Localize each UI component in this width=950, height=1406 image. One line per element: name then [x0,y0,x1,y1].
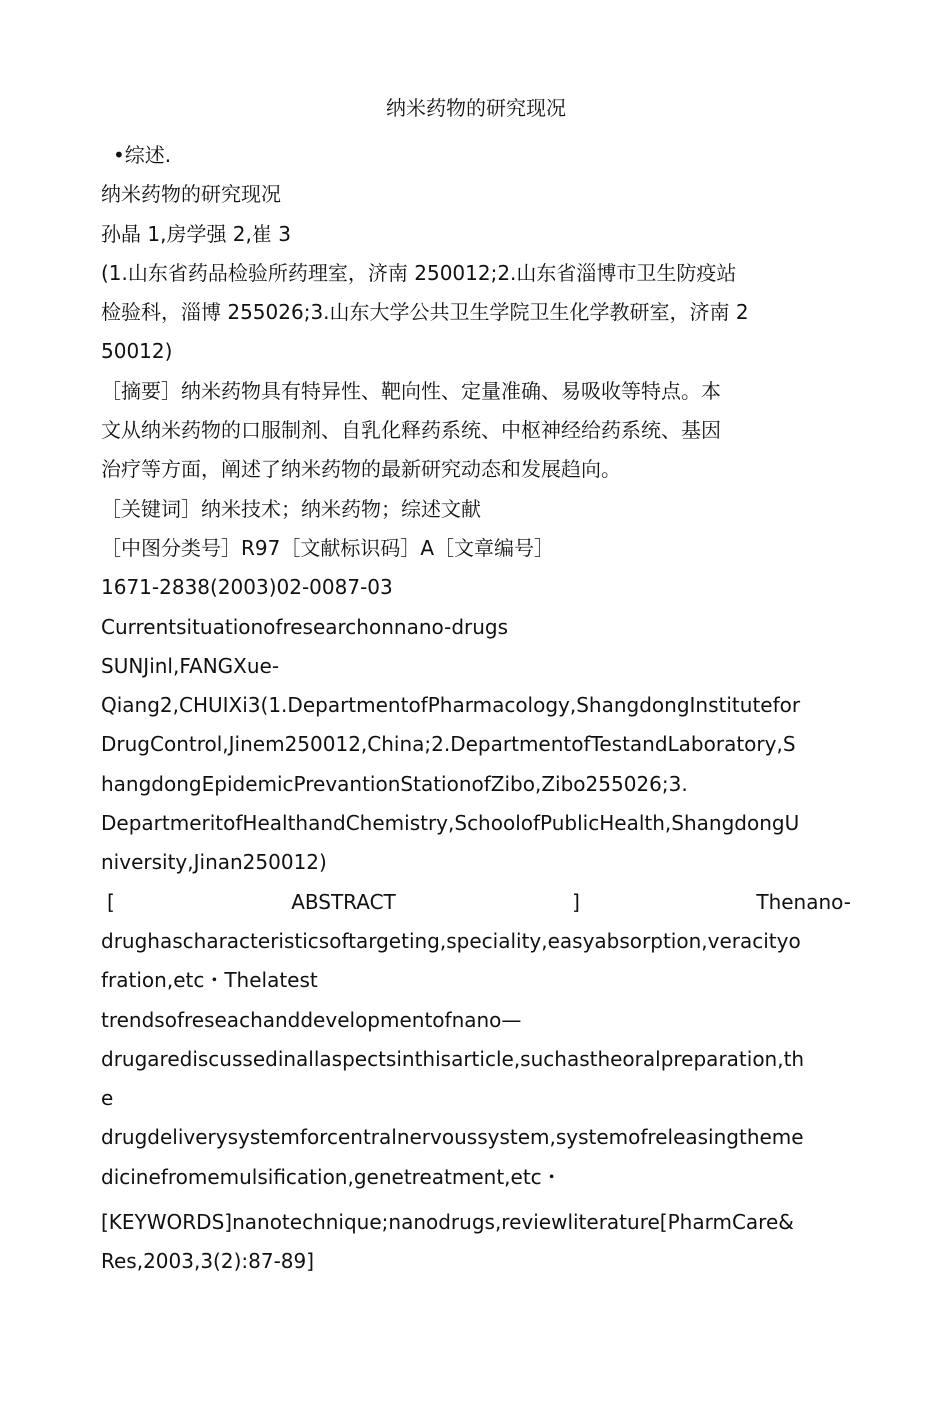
abstract-en-label: ABSTRACT [291,889,396,914]
article-subtitle: 纳米药物的研究现况 [101,182,281,207]
abstract-cn-line-3: 治疗等方面，阐述了纳米药物的最新研究动态和发展趋向。 [101,457,621,482]
abstract-en-first-word: Thenano- [756,889,851,914]
abstract-en-bracket-open: [ [107,889,115,914]
article-number: 1671-2838(2003)02-0087-03 [101,575,393,600]
abstract-en-line-2: drughascharacteristicsoftargeting,speciality,easyabsorption,veracityo [101,928,801,953]
english-authors-line-6: niversity,Jinan250012) [101,850,327,875]
abstract-en-line-4: trendsofreseachanddevelopmentofnano— [101,1007,522,1032]
english-title: Currentsituationofresearchonnano-drugs [101,614,509,639]
abstract-en-line-5: drugarediscussedinallaspectsinthisarticle,suchastheoralpreparation,th [101,1046,805,1071]
document-title: 纳米药物的研究现况 [386,96,566,120]
abstract-cn-line-1: ［摘要］纳米药物具有特异性、靶向性、定量准确、易吸收等特点。本 [101,378,721,403]
section-label: •综述. [113,143,172,167]
affiliation-line-1: (1.山东省药品检验所药理室，济南 250012;2.山东省淄博市卫生防疫站 [101,260,737,285]
english-authors-line-4: hangdongEpidemicPrevantionStationofZibo,Zibo255026;3. [101,771,688,796]
english-authors-line-2: Qiang2,CHUIXi3(1.DepartmentofPharmacology,ShangdongInstitutefor [101,693,801,718]
affiliation-line-2: 检验科，淄博 255026;3.山东大学公共卫生学院卫生化学教研室，济南 2 [101,300,749,325]
english-authors-line-3: DrugControl,Jinem250012,China;2.DepartmentofTestandLaboratory,S [101,732,796,757]
abstract-cn-line-2: 文从纳米药物的口服制剂、自乳化释药系统、中枢神经给药系统、基因 [101,418,721,443]
abstract-en-heading-line [101,883,851,922]
english-authors-line-1: SUNJinl,FANGXue- [101,653,280,678]
affiliation-line-3: 50012) [101,339,173,364]
keywords-en-line-1: [KEYWORDS]nanotechnique;nanodrugs,reviewliterature[PharmCare& [101,1210,794,1235]
authors-cn: 孙晶 1,房学强 2,崔 3 [101,221,291,246]
document-page [101,88,851,1282]
keywords-en-line-2: Res,2003,3(2):87-89] [101,1249,315,1274]
abstract-en-line-3: fration,etc・Thelatest [101,968,318,993]
abstract-en-bracket-close: ] [572,889,580,914]
keywords-cn: ［关键词］纳米技术；纳米药物；综述文献 [101,496,481,521]
abstract-en-line-7: drugdeliverysystemforcentralnervoussystem,systemofreleasingtheme [101,1125,804,1150]
abstract-en-line-6: e [101,1086,114,1111]
abstract-en-line-8: dicinefromemulsification,genetreatment,etc・ [101,1164,562,1189]
classification-line: ［中图分类号］R97［文献标识码］A［文章编号］ [101,535,555,560]
english-authors-line-5: DepartmeritofHealthandChemistry,SchoolofPublicHealth,ShangdongU [101,811,800,836]
